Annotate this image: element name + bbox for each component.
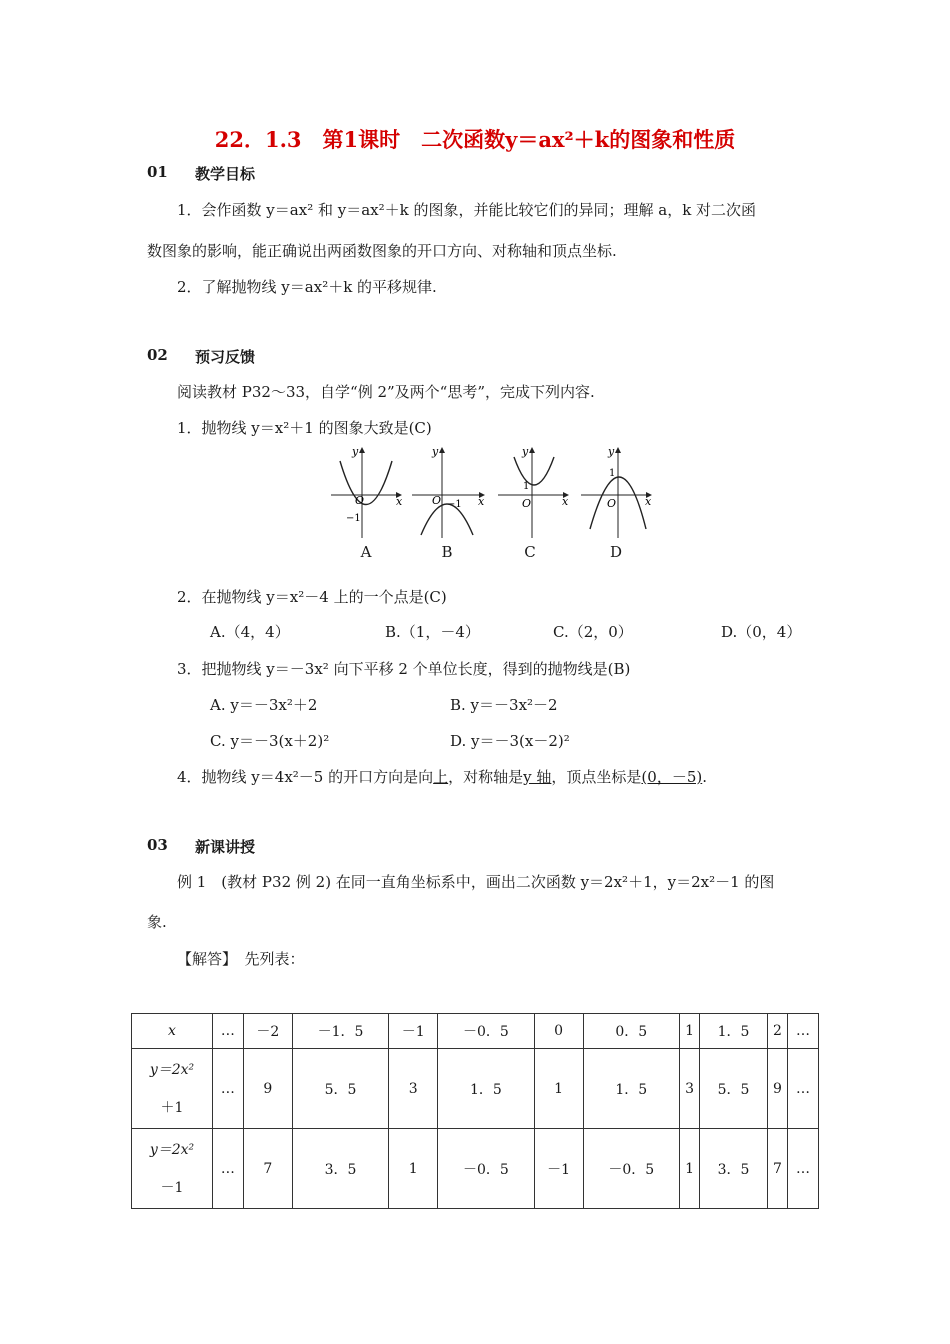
table-header-row1: y＝2x² ＋1 bbox=[132, 1049, 213, 1129]
table-cell: 0．5 bbox=[583, 1014, 679, 1049]
section-number: 02 bbox=[147, 346, 168, 364]
q2-option-c: C.（2，0） bbox=[553, 623, 633, 641]
table-cell: 1 bbox=[679, 1014, 699, 1049]
graph-label-a: A bbox=[360, 543, 372, 561]
table-cell: －0．5 bbox=[438, 1014, 534, 1049]
table-cell: 3．5 bbox=[700, 1129, 767, 1209]
page-title: 22．1.3 第1课时 二次函数y＝ax²＋k的图象和性质 bbox=[214, 127, 736, 152]
tick-label: 1 bbox=[609, 468, 616, 479]
table-cell: －1 bbox=[534, 1129, 583, 1209]
graph-label-c: C bbox=[524, 543, 536, 561]
q4-answer-axis: y 轴 bbox=[523, 768, 552, 786]
q3-option-d: D. y＝－3(x－2)² bbox=[450, 732, 570, 750]
q2-option-d: D.（0，4） bbox=[721, 623, 802, 641]
axis-x-label: x bbox=[478, 495, 485, 508]
tick-label: −1 bbox=[447, 499, 462, 510]
table-cell: 1．5 bbox=[583, 1049, 679, 1129]
preview-intro: 阅读教材 P32～33，自学“例 2”及两个“思考”，完成下列内容. bbox=[177, 383, 595, 401]
table-cell: 1．5 bbox=[438, 1049, 534, 1129]
section-number: 01 bbox=[147, 163, 168, 181]
q3-option-a: A. y＝－3x²＋2 bbox=[210, 696, 318, 714]
origin-label: O bbox=[432, 494, 442, 507]
objective-1-line-2: 数图象的影响，能正确说出两函数图象的开口方向、对称轴和顶点坐标. bbox=[147, 242, 617, 260]
section-title: 预习反馈 bbox=[195, 348, 256, 366]
table-cell: 1．5 bbox=[700, 1014, 767, 1049]
origin-label: O bbox=[522, 497, 532, 510]
q2-option-a: A.（4，4） bbox=[210, 623, 290, 641]
table-cell: －0．5 bbox=[438, 1129, 534, 1209]
graph-label-b: B bbox=[441, 543, 453, 561]
table-cell: 3 bbox=[679, 1049, 699, 1129]
table-cell: 1 bbox=[534, 1049, 583, 1129]
q4-text: ，顶点坐标是 bbox=[551, 768, 642, 786]
table-cell: … bbox=[213, 1049, 244, 1129]
section-title: 教学目标 bbox=[195, 165, 256, 183]
q3-option-b: B. y＝－3x²－2 bbox=[450, 696, 558, 714]
q4-text: 4．抛物线 y＝4x²－5 的开口方向是向 bbox=[177, 768, 434, 786]
q2-option-b: B.（1，－4） bbox=[385, 623, 480, 641]
origin-label: O bbox=[607, 497, 617, 510]
section-number: 03 bbox=[147, 836, 168, 854]
table-row bbox=[132, 1129, 819, 1209]
question-1: 1．抛物线 y＝x²＋1 的图象大致是(C) bbox=[177, 419, 432, 437]
table-cell: 9 bbox=[243, 1049, 292, 1129]
objective-2: 2．了解抛物线 y＝ax²＋k 的平移规律. bbox=[177, 278, 437, 296]
table-cell: 1 bbox=[679, 1129, 699, 1209]
table-cell: 2 bbox=[767, 1014, 787, 1049]
answer-label: 【解答】 先列表： bbox=[177, 950, 305, 968]
table-cell: －0．5 bbox=[583, 1129, 679, 1209]
graph-c bbox=[498, 445, 569, 538]
table-cell: －1 bbox=[389, 1014, 438, 1049]
table-cell: 0 bbox=[534, 1014, 583, 1049]
section-title: 新课讲授 bbox=[195, 838, 256, 856]
question-3: 3．把抛物线 y＝－3x² 向下平移 2 个单位长度，得到的抛物线是(B) bbox=[177, 660, 631, 678]
origin-label: O bbox=[355, 494, 365, 507]
table-cell: －2 bbox=[243, 1014, 292, 1049]
table-cell: 7 bbox=[767, 1129, 787, 1209]
axis-x-label: x bbox=[396, 495, 403, 508]
parabola-graphs bbox=[326, 443, 666, 543]
axis-y-label: y bbox=[352, 445, 359, 458]
example-line-2: 象. bbox=[147, 913, 167, 931]
table-row bbox=[132, 1049, 819, 1129]
q3-option-c: C. y＝－3(x＋2)² bbox=[210, 732, 330, 750]
table-cell: … bbox=[788, 1049, 819, 1129]
table-cell: －1．5 bbox=[292, 1014, 388, 1049]
q4-text: . bbox=[702, 768, 707, 786]
axis-x-label: x bbox=[645, 495, 652, 508]
table-cell: … bbox=[788, 1129, 819, 1209]
axis-x-label: x bbox=[562, 495, 569, 508]
example-line-1: 例 1 (教材 P32 例 2) 在同一直角坐标系中，画出二次函数 y＝2x²＋1，y＝2x²－1 的图 bbox=[177, 873, 775, 891]
table-header-x: x bbox=[132, 1014, 213, 1049]
q4-answer-vertex: (0，－5) bbox=[641, 768, 703, 786]
axis-y-label: y bbox=[608, 445, 615, 458]
table-cell: … bbox=[213, 1014, 244, 1049]
table-cell: 7 bbox=[243, 1129, 292, 1209]
tick-label: 1 bbox=[523, 481, 530, 492]
question-2: 2．在抛物线 y＝x²－4 上的一个点是(C) bbox=[177, 588, 447, 606]
graph-d bbox=[581, 445, 652, 538]
table-cell: 5．5 bbox=[700, 1049, 767, 1129]
q4-text: ，对称轴是 bbox=[448, 768, 524, 786]
question-4 bbox=[177, 767, 707, 787]
table-cell: 1 bbox=[389, 1129, 438, 1209]
objective-1-line-1: 1．会作函数 y＝ax² 和 y＝ax²＋k 的图象，并能比较它们的异同；理解 a，k 对二次函 bbox=[177, 201, 757, 219]
table-row bbox=[132, 1014, 819, 1049]
table-cell: 3 bbox=[389, 1049, 438, 1129]
table-cell: … bbox=[213, 1129, 244, 1209]
axis-y-label: y bbox=[522, 445, 529, 458]
graph-b bbox=[412, 445, 485, 538]
table-cell: … bbox=[788, 1014, 819, 1049]
graph-a bbox=[331, 445, 403, 538]
q4-answer-direction: 上 bbox=[433, 768, 449, 786]
table-header-row2: y＝2x² －1 bbox=[132, 1129, 213, 1209]
table-cell: 5．5 bbox=[292, 1049, 388, 1129]
tick-label: −1 bbox=[346, 513, 361, 524]
axis-y-label: y bbox=[432, 445, 439, 458]
value-table bbox=[131, 1013, 819, 1209]
graph-label-d: D bbox=[609, 543, 623, 561]
table-cell: 9 bbox=[767, 1049, 787, 1129]
table-cell: 3．5 bbox=[292, 1129, 388, 1209]
